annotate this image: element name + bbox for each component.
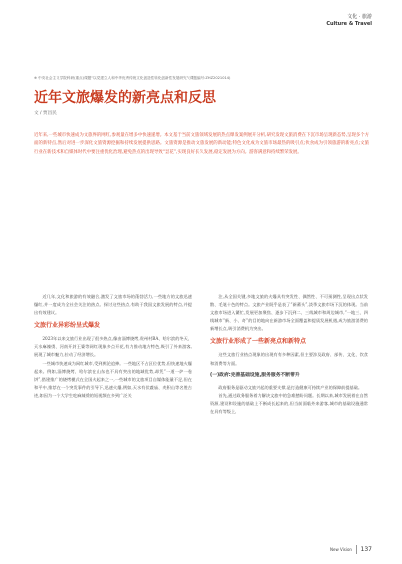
- article-abstract: 近年来,一些城市快速成为文旅界的网红,参观量在增多中快速递增。本文基于当前文旅领域发展的热点爆发案例展开分析,研究发现文旅消费在下沉市场呈现新态势,呈现多个方面的新特点,然后对进一步深化文旅资源挖掘和持续发展提供思路。文旅资源是推动文旅发展的新动能;特色文化成为文旅市场最热的吸引点;伙食成为引领旅游的新亮点;文旅行业在新技术和自媒体时代中要注重优化治理,避免热点的出现导致“昙花”,实现良好长久发展,稳定发展为方向。游客满意和持续繁荣发展。: [34, 133, 369, 155]
- subsection-heading: (一)政府:完善基础设施,服务服务不断带升: [210, 372, 300, 378]
- funding-note: ※ 中央社会主义学院科研(重点)课题“以党建立人和中华优秀传统文化创造性转化创新性发展研究”(课题编号:ZHZ2021014): [34, 76, 231, 80]
- section-label-cn: 文化 · 旅游: [347, 14, 372, 20]
- article-author: 文 / 贾昌民: [34, 111, 57, 116]
- footer-divider: [356, 545, 357, 554]
- body-column-right: [210, 293, 368, 416]
- section-heading: 文旅行业形成了一些新亮点和新特点: [210, 338, 307, 346]
- section-heading: 文旅行业异彩纷呈式爆发: [34, 322, 101, 330]
- paragraph: 这些文旅行业热点现象的出现有有多种因素,但主要涉及政府、部传、文化、饮食和消费等方面。: [210, 352, 368, 366]
- paragraph: 2023年以来文旅行业出现了很多热点,像由淄博烧烤,贵州村BA、哈尔滨的冬天、天水麻辣烫、河南开封王婆等网红现象多点开花,有力推动地方特色,吸引了外来游客,展现了城市魅力,拉动了经济增长。: [34, 336, 192, 358]
- paragraph: 一些城市快速成为网红城市,受到舆论追捧。一些地区不占区位优势,但快速地火爆起来。例如,淄博烧烤、哈尔滨在山东也不具有突出的地域优势,却凭“一道一炉一卷饼”,搭建推广的烧烤模式在全国火起来之一,一些城市的文旅项目自媒体能量不足,但在和平中,推荐在一个突发事件的引导下,迅速火爆,例如,天水有伏羲庙、麦积山等名胜古迹,如因为一个大学生吃麻辣烫的短视频在多到广泛关: [34, 360, 192, 398]
- article-title: 近年文旅爆发的新亮点和反思: [34, 90, 216, 106]
- section-label: [326, 14, 372, 28]
- paragraph: 注,从全国关键,多地文旅的火爆具有突发性、偶然性、不可预测性,呈现出点状发散、毛笔十色的特点。文旅产业既乎是表了“新蓄头”,淡季文旅市场下沉的体现。当前文旅市场进入繁忙,发展更加聚焦、逐步下沉到二、三线城市和周边城市,“一地三、四线城市“新、小、奇”的目的地向在新游市场全面覆盖和提质发展机遇,成为旅游消费的新增长点,吸引消费机为突出。: [210, 294, 368, 332]
- paragraph: 近几年,文化和旅游的有效融合,激发了文旅市场的蓬勃活力,一些地方的文旅迅速爆红,并一度成为全社会关注的热点。探讨这些热点,有助于我国文旅发展的特点,并提出有效建议。: [34, 294, 192, 316]
- footer-brand: New Vision: [330, 547, 352, 552]
- paragraph: 政府服务是驱动文旅兴起的重要支撑,是打造健康可持续产业的保障前提基础。: [218, 384, 363, 390]
- body-column-left: [34, 293, 192, 400]
- page-footer: [330, 545, 372, 554]
- page-number: 137: [360, 546, 372, 553]
- paragraph: 首先,通过政务服务着力解决文旅中的急难愁盼问题。长期以来,城市发展着在自然资源,建设和设施的基础上不断成长起来的,但当前面临外来游客,城市的基础设施通常在具有等级上,: [210, 392, 368, 414]
- section-label-en: Culture & Travel: [326, 21, 372, 27]
